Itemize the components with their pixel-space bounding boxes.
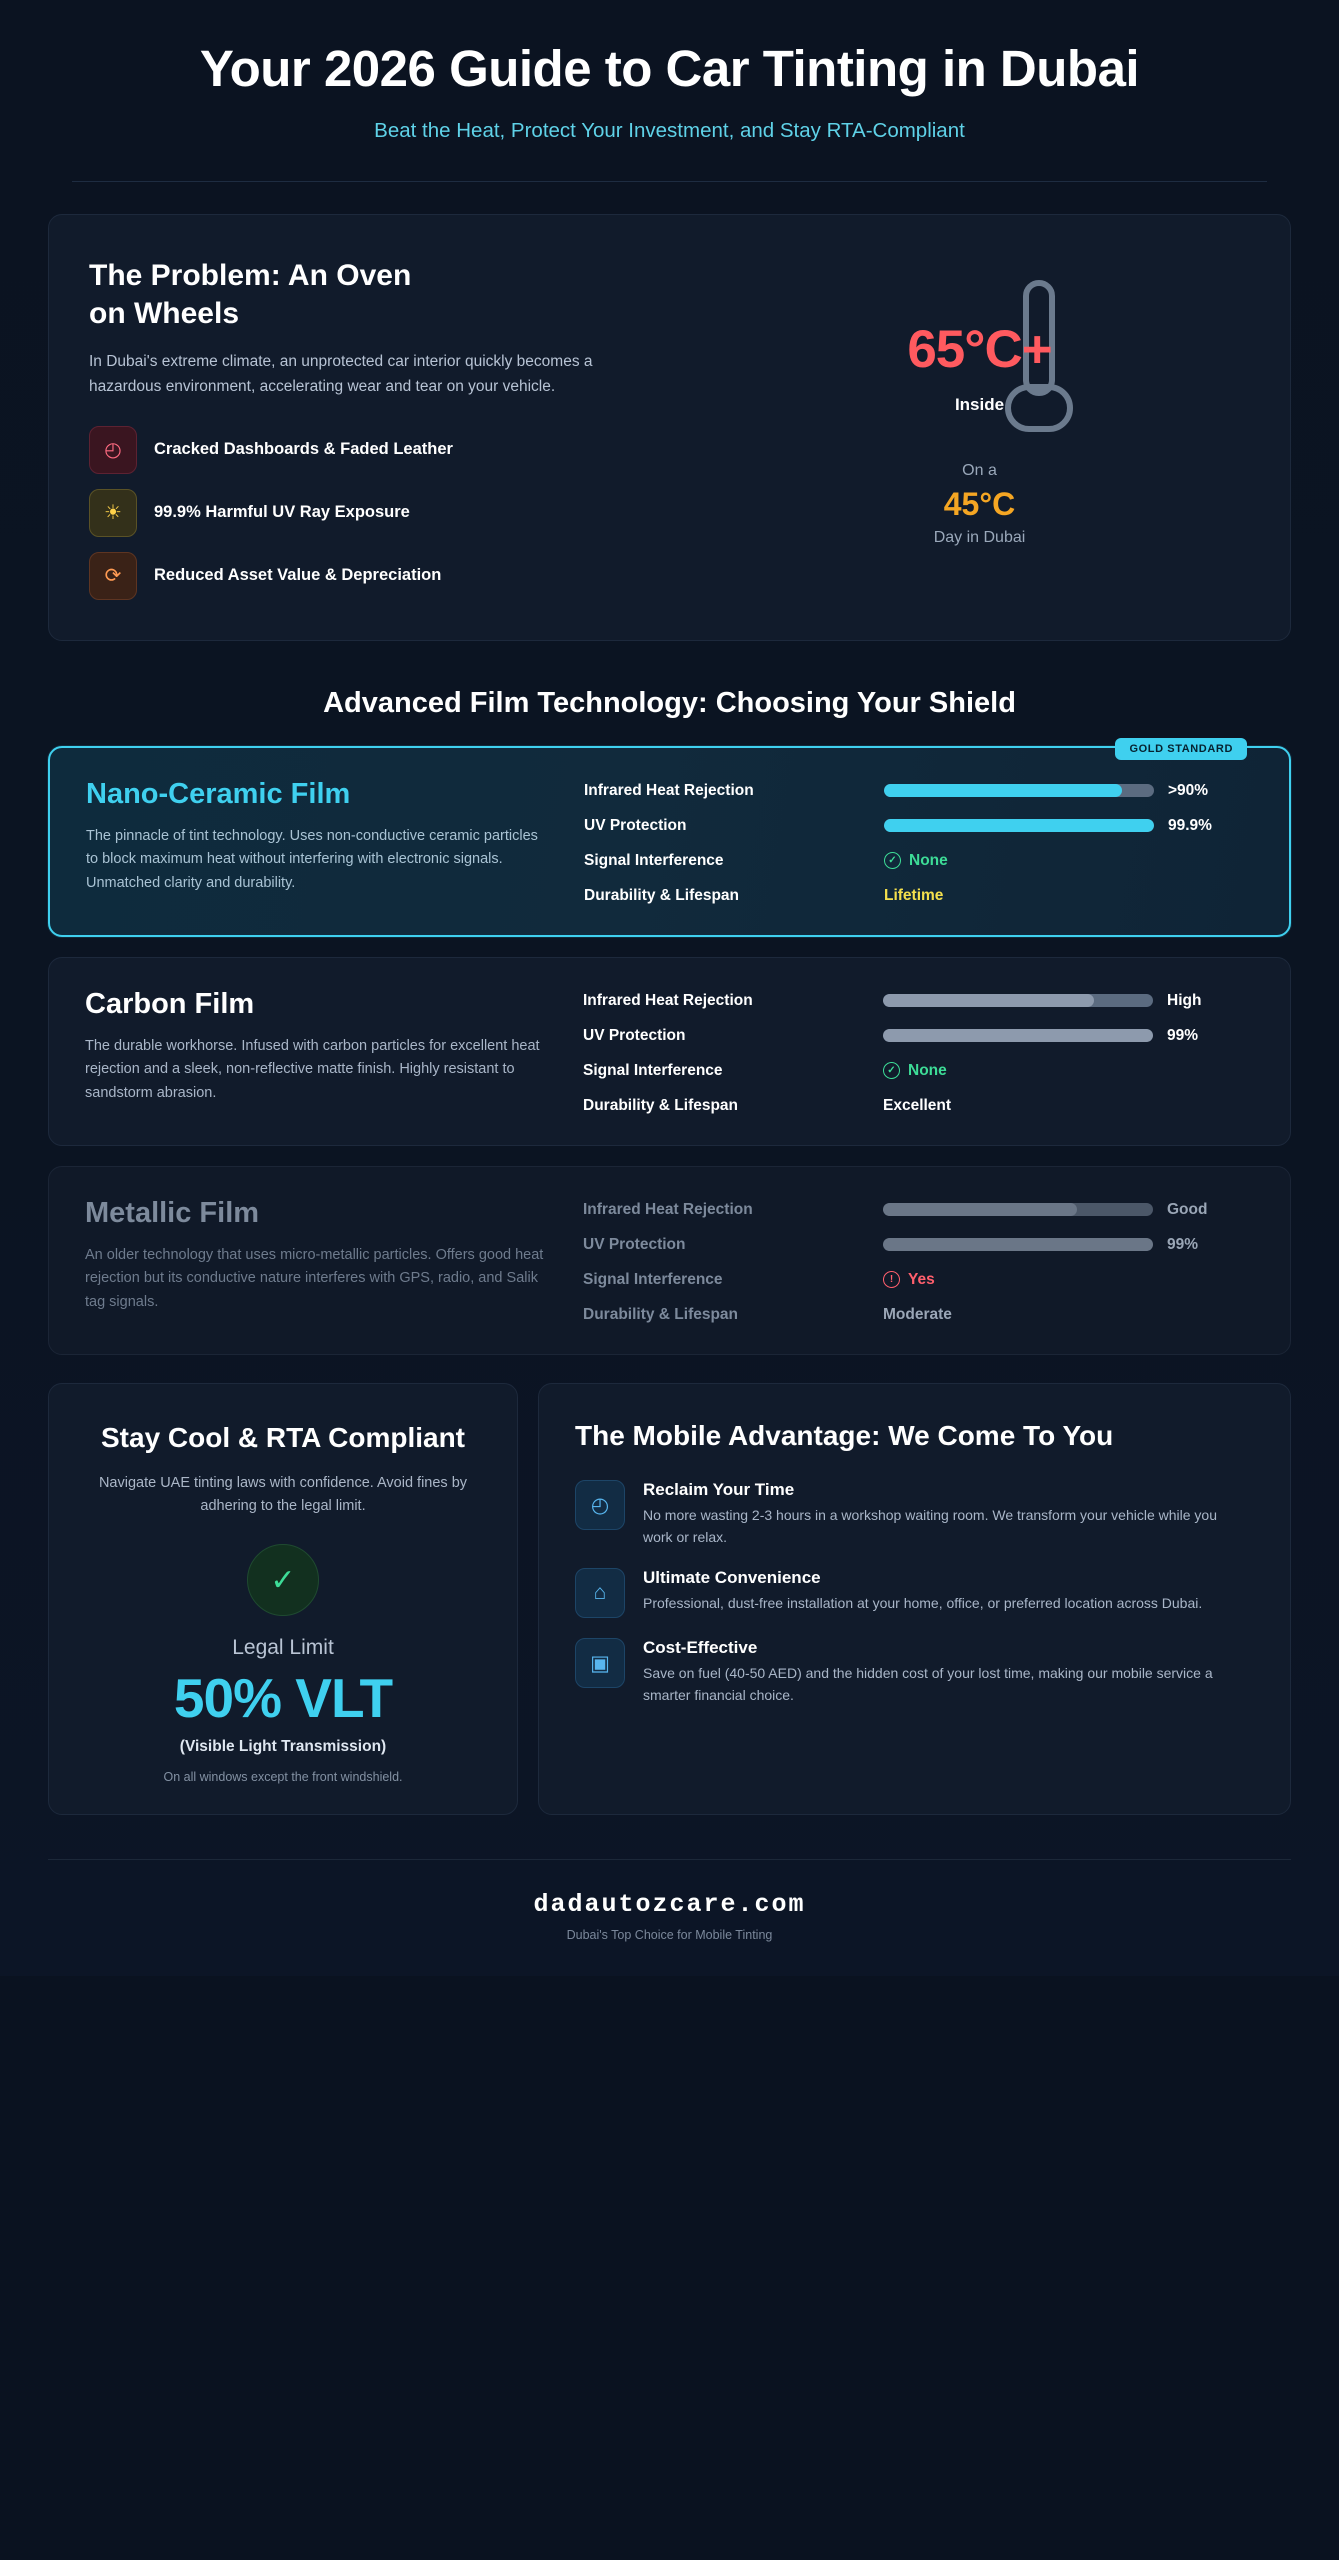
- problem-text-column: [89, 257, 689, 600]
- clock-icon: ◴: [575, 1480, 625, 1530]
- list-item: [575, 1638, 1254, 1706]
- films-section-title: Advanced Film Technology: Choosing Your Shield: [323, 686, 1016, 719]
- film-description-column: [86, 778, 556, 905]
- spec-row: [583, 1097, 1254, 1115]
- legal-limit-value: 50% VLT: [173, 1667, 393, 1730]
- mobile-advantage-card: [538, 1383, 1291, 1815]
- spec-value: Moderate: [883, 1305, 952, 1323]
- spec-value: 99%: [1167, 1235, 1199, 1253]
- advantage-title: Ultimate Convenience: [643, 1568, 821, 1588]
- legal-limit-sub: (Visible Light Transmission): [179, 1738, 387, 1756]
- film-card-metallic: [48, 1166, 1291, 1355]
- clock-icon: ◴: [89, 426, 137, 474]
- risk-label: 99.9% Harmful UV Ray Exposure: [154, 503, 410, 522]
- spec-label: UV Protection: [583, 1235, 686, 1253]
- spec-row: [583, 1027, 1254, 1045]
- page-footer: [48, 1859, 1291, 1976]
- film-description: An older technology that uses micro-metallic particles. Offers good heat rejection but its conductive nature interferes with GPS, radio, and Salik tag signals.: [85, 1246, 544, 1310]
- spec-value: 99%: [1167, 1026, 1199, 1044]
- spec-row: [584, 817, 1253, 835]
- film-name: Carbon Film: [85, 987, 255, 1020]
- legal-limit-note: On all windows except the front windshield.: [163, 1770, 403, 1785]
- spec-bar: [884, 819, 1154, 832]
- risk-label: Reduced Asset Value & Depreciation: [154, 566, 442, 585]
- spec-label: Signal Interference: [583, 1061, 723, 1079]
- spec-value: None: [909, 851, 948, 869]
- advantage-title: Cost-Effective: [643, 1638, 758, 1658]
- risk-list: [89, 426, 689, 600]
- advantage-list: [575, 1480, 1254, 1707]
- film-description: The pinnacle of tint technology. Uses non-conductive ceramic particles to block maximum heat without interfering with electronic signals. Unmatched clarity and durability.: [86, 827, 538, 891]
- mobile-title: The Mobile Advantage: We Come To You: [575, 1419, 1114, 1451]
- shield-check-icon: ✓: [247, 1544, 319, 1616]
- spec-row: [584, 887, 1253, 905]
- film-specs: [584, 778, 1253, 905]
- risk-item: [89, 552, 689, 600]
- spec-label: Signal Interference: [583, 1270, 723, 1288]
- rta-description: Navigate UAE tinting laws with confidence. Avoid fines by adhering to the legal limit.: [98, 1474, 468, 1514]
- spec-label: Infrared Heat Rejection: [583, 1200, 753, 1218]
- spec-bar: [883, 1029, 1153, 1042]
- status-badge: [884, 852, 948, 870]
- spec-bar: [884, 784, 1154, 797]
- sun-icon: ☀: [89, 489, 137, 537]
- list-item: [575, 1568, 1254, 1618]
- film-specs: [583, 988, 1254, 1115]
- bottom-row: [48, 1383, 1291, 1815]
- spec-bar: [883, 1238, 1153, 1251]
- page-header: [48, 18, 1291, 182]
- film-description-column: [85, 1197, 555, 1324]
- page-title: Your 2026 Guide to Car Tinting in Dubai: [199, 40, 1140, 97]
- advantage-text: No more wasting 2-3 hours in a workshop waiting room. We transform your vehicle while you work or relax.: [643, 1507, 1217, 1545]
- spec-row: [583, 1306, 1254, 1324]
- spec-row: [583, 1236, 1254, 1254]
- spec-value: 99.9%: [1168, 816, 1212, 834]
- spec-row: [584, 852, 1253, 870]
- film-name: Metallic Film: [85, 1196, 260, 1229]
- spec-value: Yes: [908, 1270, 935, 1288]
- outside-prefix: On a: [962, 462, 997, 480]
- risk-item: [89, 426, 689, 474]
- spec-label: UV Protection: [583, 1026, 686, 1044]
- rta-title: Stay Cool & RTA Compliant: [101, 1421, 465, 1453]
- spec-value: Good: [1167, 1200, 1208, 1218]
- spec-value: Excellent: [883, 1096, 952, 1114]
- film-name: Nano-Ceramic Film: [86, 777, 351, 810]
- outside-suffix: Day in Dubai: [933, 529, 1026, 547]
- problem-section: [48, 214, 1291, 641]
- legal-limit-label: Legal Limit: [232, 1636, 334, 1660]
- header-divider: [72, 181, 1267, 182]
- risk-item: [89, 489, 689, 537]
- depreciation-icon: ⟳: [89, 552, 137, 600]
- spec-label: Infrared Heat Rejection: [584, 781, 754, 799]
- spec-label: Durability & Lifespan: [583, 1305, 739, 1323]
- spec-row: [583, 992, 1254, 1010]
- film-card-carbon: [48, 957, 1291, 1146]
- inside-label: Inside: [954, 395, 1005, 415]
- thermometer-graphic: [709, 257, 1250, 600]
- page-subtitle: Beat the Heat, Protect Your Investment, and Stay RTA-Compliant: [374, 119, 965, 143]
- spec-value: >90%: [1168, 781, 1209, 799]
- spec-label: Durability & Lifespan: [584, 886, 740, 904]
- outside-temperature: 45°C: [943, 486, 1016, 523]
- spec-label: Durability & Lifespan: [583, 1096, 739, 1114]
- spec-label: UV Protection: [584, 816, 687, 834]
- savings-icon: ▣: [575, 1638, 625, 1688]
- check-circle-icon: ✓: [884, 852, 901, 869]
- film-card-nano-ceramic: [48, 742, 1291, 937]
- status-badge: [883, 1062, 947, 1080]
- rta-compliance-card: [48, 1383, 518, 1815]
- spec-value: None: [908, 1061, 947, 1079]
- film-description-column: [85, 988, 555, 1115]
- spec-row: [584, 782, 1253, 800]
- film-description: The durable workhorse. Infused with carbon particles for excellent heat rejection and a sleek, non-reflective matte finish. Highly resistant to sandstorm abrasion.: [85, 1037, 540, 1101]
- film-specs: [583, 1197, 1254, 1324]
- spec-label: Signal Interference: [584, 851, 724, 869]
- status-badge: [883, 1271, 935, 1289]
- spec-value: High: [1167, 991, 1202, 1009]
- footer-tagline: Dubai's Top Choice for Mobile Tinting: [566, 1928, 773, 1943]
- problem-body: In Dubai's extreme climate, an unprotected car interior quickly becomes a hazardous environment, accelerating wear and tear on your vehicle.: [89, 353, 593, 395]
- inside-temperature: 65°C+: [907, 320, 1052, 380]
- spec-row: [583, 1271, 1254, 1289]
- risk-label: Cracked Dashboards & Faded Leather: [154, 440, 453, 459]
- spec-value: Lifetime: [884, 886, 944, 904]
- list-item: [575, 1480, 1254, 1548]
- exclamation-circle-icon: !: [883, 1271, 900, 1288]
- home-icon: ⌂: [575, 1568, 625, 1618]
- spec-label: Infrared Heat Rejection: [583, 991, 753, 1009]
- advantage-text: Professional, dust-free installation at your home, office, or preferred location across Dubai.: [643, 1595, 1203, 1612]
- check-circle-icon: ✓: [883, 1062, 900, 1079]
- spec-bar: [883, 994, 1153, 1007]
- problem-title: The Problem: An Oven on Wheels: [89, 259, 412, 330]
- spec-bar: [883, 1203, 1153, 1216]
- spec-row: [583, 1062, 1254, 1080]
- spec-row: [583, 1201, 1254, 1219]
- advantage-text: Save on fuel (40-50 AED) and the hidden cost of your lost time, making our mobile service a smarter financial choice.: [643, 1665, 1213, 1704]
- advantage-title: Reclaim Your Time: [643, 1480, 795, 1500]
- gold-standard-badge: GOLD STANDARD: [1115, 738, 1247, 760]
- site-url[interactable]: dadautozcare.com: [533, 1890, 806, 1920]
